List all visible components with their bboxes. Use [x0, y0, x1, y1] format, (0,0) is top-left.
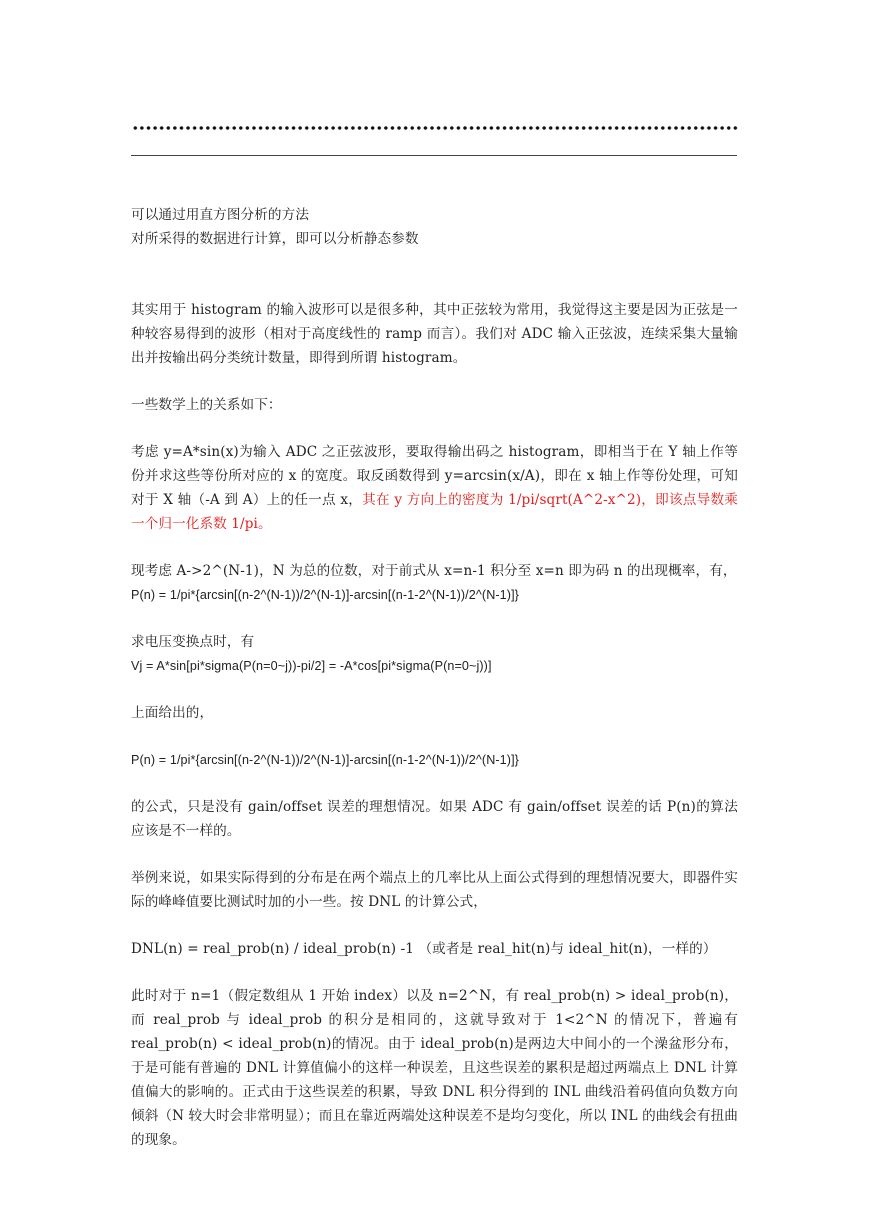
paragraph-above: 上面给出的，	[131, 705, 214, 721]
formula-probability: P(n) = 1/pi*{arcsin[(n-2^(N-1))/2^(N-1)]-arcsin[(n-1-2^(N-1))/2^(N-1)]}	[131, 588, 519, 602]
paragraph-math-intro: 一些数学上的关系如下：	[131, 397, 282, 413]
paragraph-example: 举例来说，如果实际得到的分布是在两个端点上的几率比从上面公式得到的理想情况要大，即器件实际的峰峰值要比测试时加的小一些。按 DNL 的计算公式，	[131, 870, 738, 910]
document-body	[131, 203, 738, 1152]
formula-dnl: DNL(n) = real_prob(n) / ideal_prob(n) -1 （或者是 real_hit(n)与 ideal_hit(n)，一样的）	[131, 941, 717, 957]
paragraph-histogram: 其实用于 histogram 的输入波形可以是很多种，其中正弦较为常用，我觉得这主要是因为正弦是一种较容易得到的波形（相对于高度线性的 ramp 而言）。我们对 ADC 输入正弦波，连续采集大量输出并按输出码分类统计数量，即得到所谓 histogram。	[131, 302, 738, 366]
density-text: 考虑 y=A*sin(x)为输入 ADC 之正弦波形，要取得输出码之 histogram，即相当于在 Y 轴上作等份并求这些等份所对应的 x 的宽度。取反函数得到 y=arcsin(x/A)，即在 x 轴上作等份处理，可知对于 X 轴（-A 到 A）上的任一点 x，	[131, 444, 738, 508]
paragraph-gain-offset: 的公式，只是没有 gain/offset 误差的理想情况。如果 ADC 有 gain/offset 误差的话 P(n)的算法应该是不一样的。	[131, 799, 738, 839]
formula-voltage: Vj = A*sin[pi*sigma(P(n=0~j))-pi/2] = -A*cos[pi*sigma(P(n=0~j))]	[131, 659, 492, 673]
intro-line-1: 可以通过用直方图分析的方法	[131, 207, 310, 223]
paragraph-dnl-analysis: 此时对于 n=1（假定数组从 1 开始 index）以及 n=2^N，有 real_prob(n) > ideal_prob(n)，而 real_prob 与 ideal_prob 的积分是相同的，这就导致对于 1<2^N 的情况下，普遍有 real_prob(n) < ideal_prob(n)的情况。由于 ideal_prob(n)是两边大中间小的一个澡盆形分布，于是可能有普遍的 DNL 计算值偏小的这样一种误差，且这些误差的累积是超过两端点上 DNL 计算值偏大的影响的。正式由于这些误差的积累，导致 DNL 积分得到的 INL 曲线沿着码值向负数方向倾斜（N 较大时会非常明显）；而且在靠近两端处这种误差不是均匀变化，所以 INL 的曲线会有扭曲的现象。	[131, 988, 738, 1148]
density-highlight: 其在 y 方向上的密度为 1/pi/sqrt(A^2-x^2)，即该点导数乘一个归一化系数 1/pi。	[131, 492, 738, 532]
formula-probability-repeat: P(n) = 1/pi*{arcsin[(n-2^(N-1))/2^(N-1)]-arcsin[(n-1-2^(N-1))/2^(N-1)]}	[131, 753, 519, 767]
intro-line-2: 对所采得的数据进行计算，即可以分析静态参数	[131, 231, 419, 247]
paragraph-sine-density	[131, 440, 738, 536]
paragraph-probability: 现考虑 A->2^(N-1)，N 为总的位数，对于前式从 x=n-1 积分至 x=n 即为码 n 的出现概率，有，	[131, 563, 737, 579]
header-rule	[131, 155, 737, 156]
dotted-separator	[132, 124, 738, 132]
paragraph-voltage: 求电压变换点时，有	[131, 634, 255, 650]
